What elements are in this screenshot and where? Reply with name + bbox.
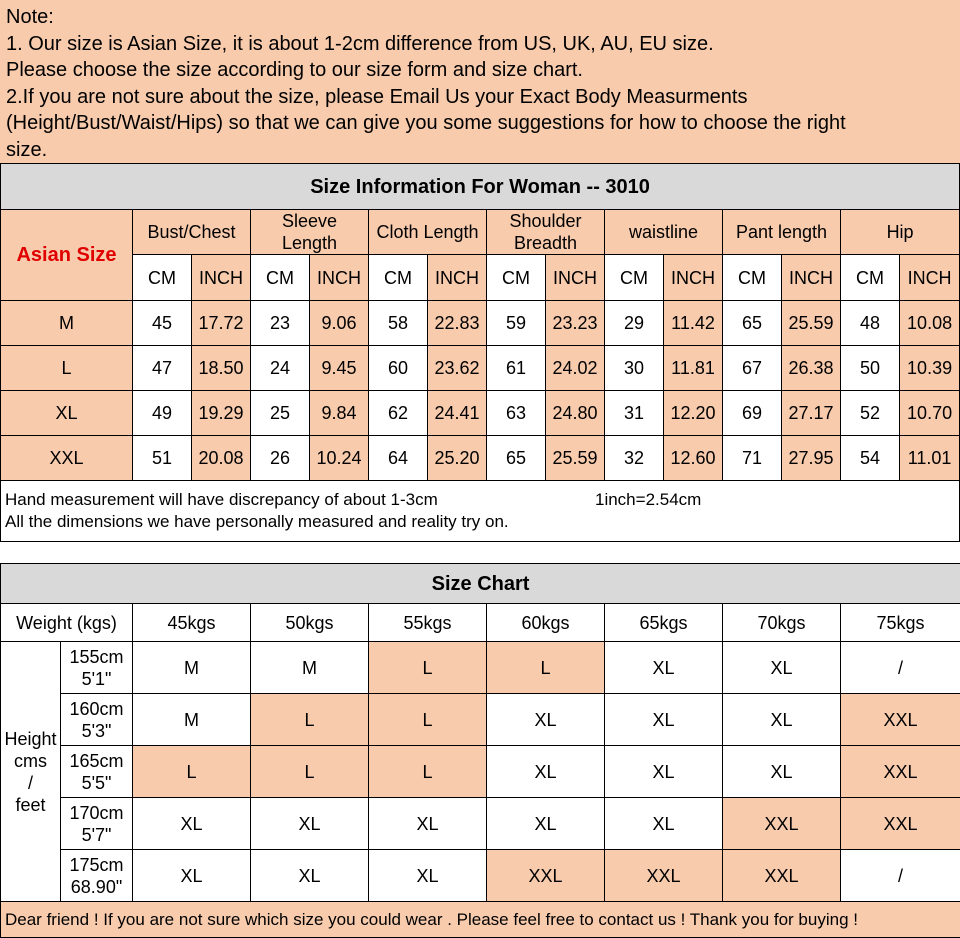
- size-cell: XL: [723, 694, 841, 746]
- value-cell: 29: [605, 301, 664, 346]
- value-cell: 12.20: [664, 391, 723, 436]
- size-cell: XL: [251, 798, 369, 850]
- value-cell: 67: [723, 346, 782, 391]
- column-header-bust: Bust/Chest: [133, 210, 251, 255]
- size-chart-table: [0, 563, 960, 938]
- weight-cell: 70kgs: [723, 604, 841, 642]
- note-line: 1. Our size is Asian Size, it is about 1-2cm difference from US, UK, AU, EU size.: [6, 32, 714, 55]
- column-header-shoulder: Shoulder Breadth: [487, 210, 605, 255]
- weight-row: [1, 604, 960, 642]
- note-line: Note:: [6, 6, 54, 28]
- value-cell: 23: [251, 301, 310, 346]
- value-cell: 59: [487, 301, 546, 346]
- value-cell: 61: [487, 346, 546, 391]
- column-header-hip: Hip: [841, 210, 960, 255]
- value-cell: 9.84: [310, 391, 369, 436]
- size-cell: XL: [487, 746, 605, 798]
- height-value: 155cm 5'1": [61, 642, 133, 694]
- height-value: 165cm 5'5": [61, 746, 133, 798]
- value-cell: 47: [133, 346, 192, 391]
- size-cell: XL: [605, 746, 723, 798]
- size-row: [1, 436, 960, 481]
- size-cell: M: [251, 642, 369, 694]
- size-cell: XL: [369, 850, 487, 902]
- unit-inch: INCH: [428, 255, 487, 301]
- unit-cm: CM: [723, 255, 782, 301]
- unit-cm: CM: [133, 255, 192, 301]
- size-cell: XL: [369, 798, 487, 850]
- size-cell: XXL: [605, 850, 723, 902]
- value-cell: 19.29: [192, 391, 251, 436]
- value-cell: 25.20: [428, 436, 487, 481]
- size-cell: XL: [723, 746, 841, 798]
- size-cell: L: [133, 746, 251, 798]
- asian-size-header: Asian Size: [1, 210, 133, 301]
- size-label: XL: [1, 391, 133, 436]
- value-cell: 10.08: [900, 301, 960, 346]
- value-cell: 30: [605, 346, 664, 391]
- value-cell: 10.70: [900, 391, 960, 436]
- size-information-table: [0, 163, 960, 542]
- value-cell: 52: [841, 391, 900, 436]
- height-value: 175cm 68.90": [61, 850, 133, 902]
- measurement-note: All the dimensions we have personally measured and reality try on.: [5, 512, 509, 531]
- value-cell: 11.81: [664, 346, 723, 391]
- value-cell: 60: [369, 346, 428, 391]
- value-cell: 32: [605, 436, 664, 481]
- size-cell: /: [841, 642, 960, 694]
- value-cell: 24.80: [546, 391, 605, 436]
- column-header-sleeve: Sleeve Length: [251, 210, 369, 255]
- size-label: M: [1, 301, 133, 346]
- value-cell: 65: [487, 436, 546, 481]
- unit-inch: INCH: [900, 255, 960, 301]
- size-cell: XL: [605, 694, 723, 746]
- value-cell: 11.42: [664, 301, 723, 346]
- value-cell: 26: [251, 436, 310, 481]
- note-line: 2.If you are not sure about the size, please Email Us your Exact Body Measurments: [6, 85, 748, 108]
- size-cell: XXL: [723, 798, 841, 850]
- discrepancy-note: Hand measurement will have discrepancy of about 1-3cm: [5, 490, 438, 509]
- size-cell: XXL: [841, 746, 960, 798]
- value-cell: 22.83: [428, 301, 487, 346]
- value-cell: 24: [251, 346, 310, 391]
- column-header-pant-length: Pant length: [723, 210, 841, 255]
- value-cell: 23.23: [546, 301, 605, 346]
- unit-cm: CM: [605, 255, 664, 301]
- size-row: [1, 391, 960, 436]
- column-header-cloth-length: Cloth Length: [369, 210, 487, 255]
- size-info-footer: [1, 481, 960, 542]
- size-cell: L: [369, 746, 487, 798]
- note-line: size.: [6, 138, 48, 161]
- size-cell: XL: [487, 798, 605, 850]
- unit-inch: INCH: [782, 255, 841, 301]
- inch-conversion-note: 1inch=2.54cm: [595, 490, 702, 509]
- value-cell: 65: [723, 301, 782, 346]
- note-line: Please choose the size according to our size form and size chart.: [6, 59, 583, 81]
- height-row: [1, 642, 960, 694]
- height-row: [1, 694, 960, 746]
- value-cell: 63: [487, 391, 546, 436]
- value-cell: 23.62: [428, 346, 487, 391]
- size-cell: XL: [133, 798, 251, 850]
- size-cell: L: [251, 694, 369, 746]
- size-row: [1, 346, 960, 391]
- size-cell: L: [487, 642, 605, 694]
- unit-row: [1, 255, 960, 301]
- unit-inch: INCH: [192, 255, 251, 301]
- height-value: 170cm 5'7": [61, 798, 133, 850]
- size-cell: L: [369, 642, 487, 694]
- unit-inch: INCH: [310, 255, 369, 301]
- value-cell: 62: [369, 391, 428, 436]
- value-cell: 26.38: [782, 346, 841, 391]
- size-note: [0, 0, 960, 163]
- value-cell: 27.95: [782, 436, 841, 481]
- size-label: L: [1, 346, 133, 391]
- weight-cell: 65kgs: [605, 604, 723, 642]
- size-label: XXL: [1, 436, 133, 481]
- weight-cell: 75kgs: [841, 604, 960, 642]
- unit-cm: CM: [369, 255, 428, 301]
- height-value: 160cm 5'3": [61, 694, 133, 746]
- value-cell: 71: [723, 436, 782, 481]
- value-cell: 69: [723, 391, 782, 436]
- value-cell: 50: [841, 346, 900, 391]
- value-cell: 58: [369, 301, 428, 346]
- height-label: Height cms / feet: [1, 642, 61, 902]
- value-cell: 51: [133, 436, 192, 481]
- contact-footer: Dear friend ! If you are not sure which size you could wear . Please feel free to contact us ! Thank you for buying !: [1, 902, 960, 938]
- unit-cm: CM: [841, 255, 900, 301]
- size-cell: M: [133, 694, 251, 746]
- size-cell: /: [841, 850, 960, 902]
- unit-cm: CM: [251, 255, 310, 301]
- size-chart-title: Size Chart: [1, 564, 960, 604]
- unit-inch: INCH: [546, 255, 605, 301]
- value-cell: 45: [133, 301, 192, 346]
- weight-label: Weight (kgs): [1, 604, 133, 642]
- unit-inch: INCH: [664, 255, 723, 301]
- value-cell: 27.17: [782, 391, 841, 436]
- size-cell: L: [251, 746, 369, 798]
- value-cell: 12.60: [664, 436, 723, 481]
- height-row: [1, 798, 960, 850]
- value-cell: 24.41: [428, 391, 487, 436]
- weight-cell: 50kgs: [251, 604, 369, 642]
- value-cell: 64: [369, 436, 428, 481]
- note-line: (Height/Bust/Waist/Hips) so that we can give you some suggestions for how to choose the right: [6, 112, 846, 134]
- unit-cm: CM: [487, 255, 546, 301]
- size-cell: XL: [605, 642, 723, 694]
- size-cell: XL: [487, 694, 605, 746]
- size-cell: XL: [605, 798, 723, 850]
- size-cell: M: [133, 642, 251, 694]
- value-cell: 31: [605, 391, 664, 436]
- value-cell: 49: [133, 391, 192, 436]
- weight-cell: 60kgs: [487, 604, 605, 642]
- value-cell: 48: [841, 301, 900, 346]
- size-cell: XXL: [841, 694, 960, 746]
- size-info-title: Size Information For Woman -- 3010: [1, 164, 960, 210]
- weight-cell: 55kgs: [369, 604, 487, 642]
- column-header-waistline: waistline: [605, 210, 723, 255]
- height-row: [1, 746, 960, 798]
- value-cell: 10.39: [900, 346, 960, 391]
- size-cell: XXL: [841, 798, 960, 850]
- size-cell: L: [369, 694, 487, 746]
- size-cell: XXL: [723, 850, 841, 902]
- value-cell: 18.50: [192, 346, 251, 391]
- size-cell: XL: [133, 850, 251, 902]
- value-cell: 10.24: [310, 436, 369, 481]
- value-cell: 25.59: [546, 436, 605, 481]
- size-cell: XL: [723, 642, 841, 694]
- value-cell: 9.06: [310, 301, 369, 346]
- weight-cell: 45kgs: [133, 604, 251, 642]
- value-cell: 17.72: [192, 301, 251, 346]
- value-cell: 54: [841, 436, 900, 481]
- size-row: [1, 301, 960, 346]
- size-cell: XXL: [487, 850, 605, 902]
- value-cell: 9.45: [310, 346, 369, 391]
- value-cell: 11.01: [900, 436, 960, 481]
- height-row: [1, 850, 960, 902]
- size-cell: XL: [251, 850, 369, 902]
- value-cell: 20.08: [192, 436, 251, 481]
- value-cell: 24.02: [546, 346, 605, 391]
- value-cell: 25.59: [782, 301, 841, 346]
- value-cell: 25: [251, 391, 310, 436]
